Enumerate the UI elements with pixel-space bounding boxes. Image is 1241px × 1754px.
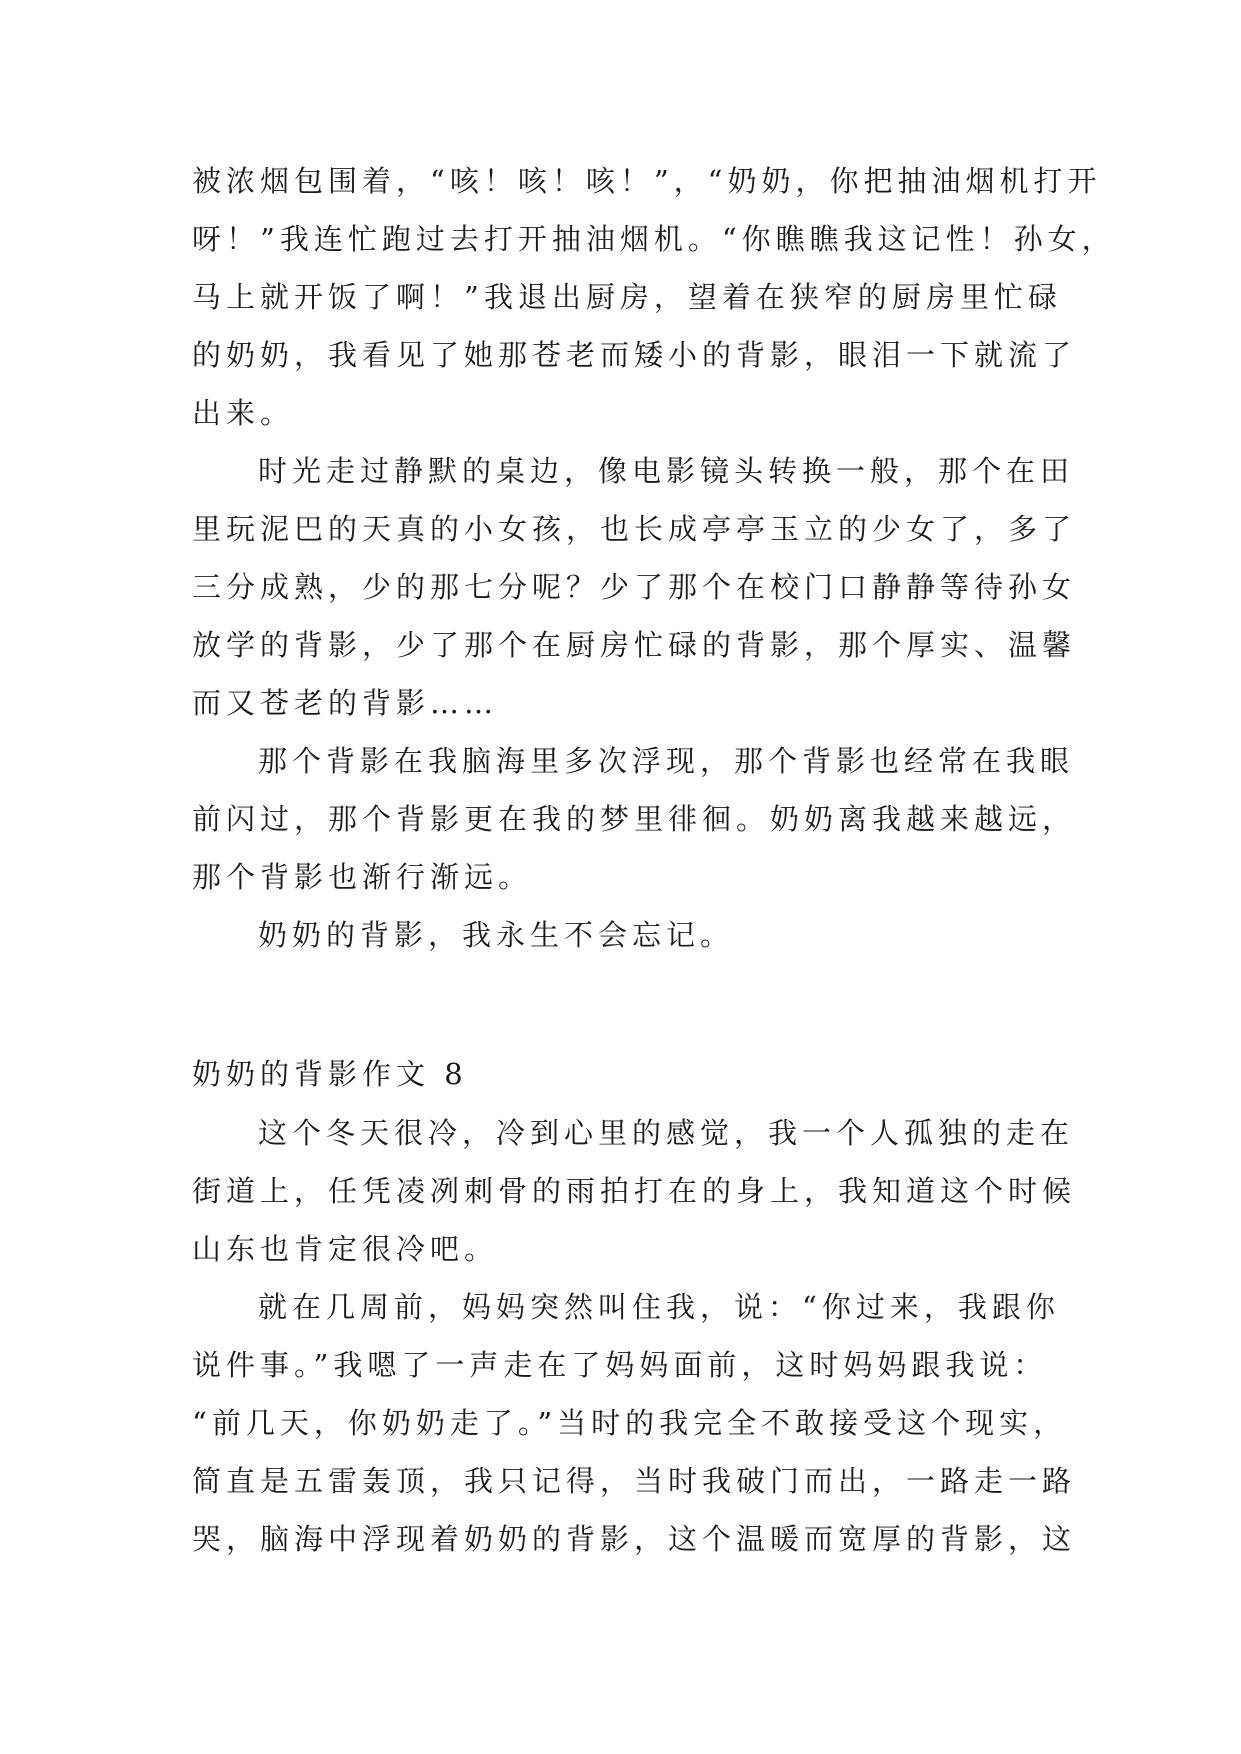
text-line: 而又苍老的背影…… — [192, 686, 499, 720]
section-title: 奶奶的背影作文 8 — [192, 1057, 468, 1091]
text-block-2 — [192, 1104, 1092, 1568]
text-line: 哭，脑海中浮现着奶奶的背影，这个温暖而宽厚的背影，这 — [192, 1522, 1077, 1556]
text-line: 简直是五雷轰顶，我只记得，当时我破门而出，一路走一路 — [192, 1464, 1077, 1498]
paragraph-start-line: 时光走过静默的桌边，像电影镜头转换一般，那个在田 — [258, 454, 1075, 488]
text-line: 说件事。”我嗯了一声走在了妈妈面前，这时妈妈跟我说： — [192, 1348, 1048, 1382]
text-line: “前几天，你奶奶走了。”当时的我完全不敢接受这个现实， — [192, 1406, 1068, 1440]
text-line: 三分成熟，少的那七分呢？少了那个在校门口静静等待孙女 — [192, 570, 1077, 604]
text-line: 被浓烟包围着，“咳！咳！咳！”，“奶奶，你把抽油烟机打开 — [192, 164, 1102, 198]
text-line: 前闪过，那个背影更在我的梦里徘徊。奶奶离我越来越远， — [192, 802, 1077, 836]
text-block-1 — [192, 152, 1116, 964]
text-line: 街道上，任凭凌冽刺骨的雨拍打在的身上，我知道这个时候 — [192, 1174, 1077, 1208]
text-line: 呀！”我连忙跑过去打开抽油烟机。“你瞧瞧我这记性！孙女， — [192, 222, 1116, 256]
paragraph-start-line: 就在几周前，妈妈突然叫住我，说：“你过来，我跟你 — [258, 1290, 1060, 1324]
paragraph-start-line: 这个冬天很冷，冷到心里的感觉，我一个人孤独的走在 — [258, 1116, 1075, 1150]
text-line: 马上就开饭了啊！”我退出厨房，望着在狭窄的厨房里忙碌 — [192, 280, 1062, 314]
text-line: 的奶奶，我看见了她那苍老而矮小的背影，眼泪一下就流了 — [192, 338, 1077, 372]
text-line: 山东也肯定很冷吧。 — [192, 1232, 499, 1266]
text-line: 放学的背影，少了那个在厨房忙碌的背影，那个厚实、温馨 — [192, 628, 1077, 662]
paragraph-start-line: 那个背影在我脑海里多次浮现，那个背影也经常在我眼 — [258, 744, 1075, 778]
paragraph-start-line: 奶奶的背影，我永生不会忘记。 — [258, 918, 735, 952]
text-line: 那个背影也渐行渐远。 — [192, 860, 533, 894]
text-line: 出来。 — [192, 396, 295, 430]
text-line: 里玩泥巴的天真的小女孩，也长成亭亭玉立的少女了，多了 — [192, 512, 1077, 546]
